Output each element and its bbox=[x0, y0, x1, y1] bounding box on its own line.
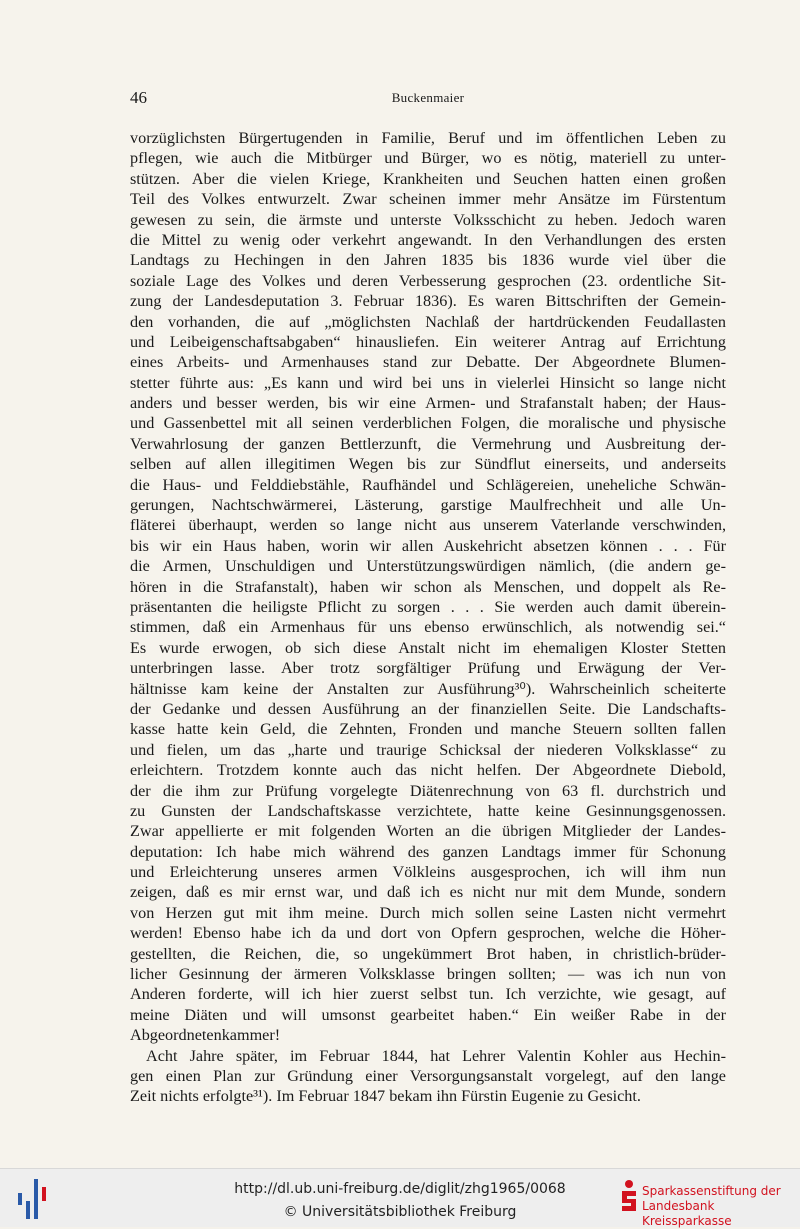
document-url-link[interactable]: http://dl.ub.uni-freiburg.de/diglit/zhg1965/0068 bbox=[234, 1181, 566, 1197]
text-line: gen einen Plan zur Gründung einer Versorgungsanstalt vorgelegt, auf den lange bbox=[130, 1066, 726, 1085]
text-line: gestellten, die Reichen, die, so ungekümmert Brot haben, in christlich-brüder- bbox=[130, 944, 726, 963]
viewer-footer bbox=[0, 1168, 800, 1227]
text-line: fläterei überhaupt, werden so lange nicht aus unserem Vaterlande verschwinden, bbox=[130, 516, 726, 535]
text-line: eines Arbeits- und Armenhauses stand zur Debatte. Der Abgeordnete Blumen- bbox=[130, 353, 726, 372]
text-line: licher Gesinnung der ärmeren Volksklasse bringen sollten; — was ich nun von bbox=[130, 965, 726, 984]
text-line: zung der Landesdeputation 3. Februar 1836). Es waren Bittschriften der Gemein- bbox=[130, 292, 726, 311]
text-line: hältnisse kam keine der Anstalten zur Ausführung³⁰). Wahrscheinlich scheiterte bbox=[130, 679, 726, 698]
text-line: Zeit nichts erfolgte³¹). Im Februar 1847 bekam ihn Fürstin Eugenie zu Gesicht. bbox=[130, 1087, 641, 1106]
text-line: kasse hatte kein Geld, die Zehnten, Fronden und manche Steuern sollten fallen bbox=[130, 720, 726, 739]
sponsor-line-2: Landesbank Kreissparkasse bbox=[642, 1199, 732, 1228]
text-line: und Leibeigenschaftsabgaben“ hinausliefen. Ein weiterer Antrag auf Errichtung bbox=[130, 332, 726, 351]
copyright-notice: © Universitätsbibliothek Freiburg bbox=[283, 1204, 517, 1220]
text-line: den vorhanden, die auf „möglichsten Nachlaß der hartdrückenden Feudallasten bbox=[130, 312, 726, 331]
text-line: Verwahrlosung der ganzen Bettlerzunft, die Vermehrung und Ausbreitung der- bbox=[130, 434, 726, 453]
text-line: präsentanten die heiligste Pflicht zu sorgen . . . Sie werden auch damit überein- bbox=[130, 597, 726, 616]
text-line: der Gedanke und dessen Ausführung an der finanziellen Seite. Die Landschafts- bbox=[130, 699, 726, 718]
text-line: pflegen, wie auch die Mitbürger und Bürger, wo es nötig, materiell zu unter- bbox=[130, 149, 726, 168]
text-line: bis wir ein Haus haben, worin wir allen Auskehricht absetzen können . . . Für bbox=[130, 536, 726, 555]
text-line: stützen. Aber die vielen Kriege, Krankheiten und Seuchen hatten einen großen bbox=[130, 169, 726, 188]
text-line: werden! Ebenso habe ich da und dort von Opfern gesprochen, welche die Höher- bbox=[130, 924, 726, 943]
text-line: soziale Lage des Volkes und deren Verbesserung gesprochen (23. ordentliche Sit- bbox=[130, 271, 726, 290]
text-line: zeigen, daß es mir ernst war, und daß ich es nicht nur mit dem Munde, sondern bbox=[130, 883, 726, 902]
text-line: anders und besser werden, bis wir eine Armen- und Strafanstalt haben; der Haus- bbox=[130, 394, 726, 413]
text-line: stimmen, daß ein Armenhaus für uns ebenso erwünschlich, als notwendig sei.“ bbox=[130, 618, 726, 637]
text-line: und Gassenbettel mit all seinen verderblichen Folgen, die moralische und physische bbox=[130, 414, 726, 433]
text-line: erleichtern. Trotzdem konnte auch das nicht helfen. Der Abgeordnete Diebold, bbox=[130, 761, 726, 780]
text-line: meine Diäten und will umsonst gearbeitet haben.“ Ein weißer Rabe in der bbox=[130, 1005, 726, 1024]
page-header bbox=[130, 88, 726, 112]
body-text bbox=[130, 128, 726, 1107]
text-line: stetter führte aus: „Es kann und wird bei uns in vielerlei Hinsicht so lange nicht bbox=[130, 373, 726, 392]
sponsor-logo bbox=[620, 1177, 798, 1228]
text-line: unterbringen lasse. Aber trotz sorgfältiger Prüfung und Erwägung der Ver- bbox=[130, 659, 726, 678]
text-line: Es wurde erwogen, ob sich diese Anstalt nicht im ehemaligen Kloster Stetten bbox=[130, 638, 726, 657]
text-line: vorzüglichsten Bürgertugenden in Familie, Beruf und im öffentlichen Leben zu bbox=[130, 129, 726, 147]
sponsor-line-1: Sparkassenstiftung der bbox=[642, 1184, 781, 1198]
text-line: Abgeordnetenkammer! bbox=[130, 1026, 281, 1045]
text-line: die Mittel zu wenig oder verkehrt angewandt. In den Verhandlungen des ersten bbox=[130, 230, 726, 249]
text-line: und fielen, um das „harte und traurige Schicksal der niederen Volksklasse“ zu bbox=[130, 740, 726, 759]
text-line: die Haus- und Felddiebstähle, Raufhändel und Schlägereien, uneheliche Schwän- bbox=[130, 475, 726, 494]
text-line: gewesen zu sein, die ärmste und unterste Volksschicht zu heben. Jedoch waren bbox=[130, 210, 726, 229]
text-line: Zwar appellierte er mit folgenden Worten an die übrigen Mitglieder der Landes- bbox=[130, 822, 726, 841]
text-line: von Herzen gut mit ihm meine. Durch mich sollen seine Lasten nicht vermehrt bbox=[130, 903, 726, 922]
text-line: und Erleichterung unseres armen Völkleins ausgesprochen, ich will ihm nun bbox=[130, 863, 726, 882]
text-line: Teil des Volkes entwurzelt. Zwar scheinen immer mehr Ansätze im Fürstentum bbox=[130, 190, 726, 209]
text-line: deputation: Ich habe mich während des ganzen Landtags immer für Schonung bbox=[130, 842, 726, 861]
text-line: gerungen, Nachtschwärmerei, Lästerung, garstige Maulfrechheit und alle Un- bbox=[130, 496, 726, 515]
text-line: Anderen forderte, will ich hier zuerst selbst tun. Ich verzichte, wie gesagt, auf bbox=[130, 985, 726, 1004]
sparkasse-icon bbox=[620, 1179, 638, 1215]
text-line: Acht Jahre später, im Februar 1844, hat Lehrer Valentin Kohler aus Hechin- bbox=[146, 1046, 726, 1065]
text-line: hören in die Strafanstalt), haben wir schon als Menschen, und doppelt als Re- bbox=[130, 577, 726, 596]
text-line: selben auf allen illegitimen Wegen bis zur Sündflut einerseits, und anderseits bbox=[130, 455, 726, 474]
text-line: zu Gunsten der Landschaftskasse verzichtete, hatte keine Gesinnungsgenossen. bbox=[130, 801, 726, 820]
running-title: Buckenmaier bbox=[391, 90, 465, 105]
text-line: der die ihm zur Prüfung vorgelegte Diätenrechnung von 63 fl. durchstrich und bbox=[130, 781, 726, 800]
page-number: 46 bbox=[130, 88, 147, 107]
text-line: die Armen, Unschuldigen und Unterstützungswürdigen nämlich, (die andern ge- bbox=[130, 557, 726, 576]
sponsor-text bbox=[642, 1184, 798, 1229]
text-line: Landtags zu Hechingen in den Jahren 1835 bis 1836 wurde viel über die bbox=[130, 251, 726, 270]
